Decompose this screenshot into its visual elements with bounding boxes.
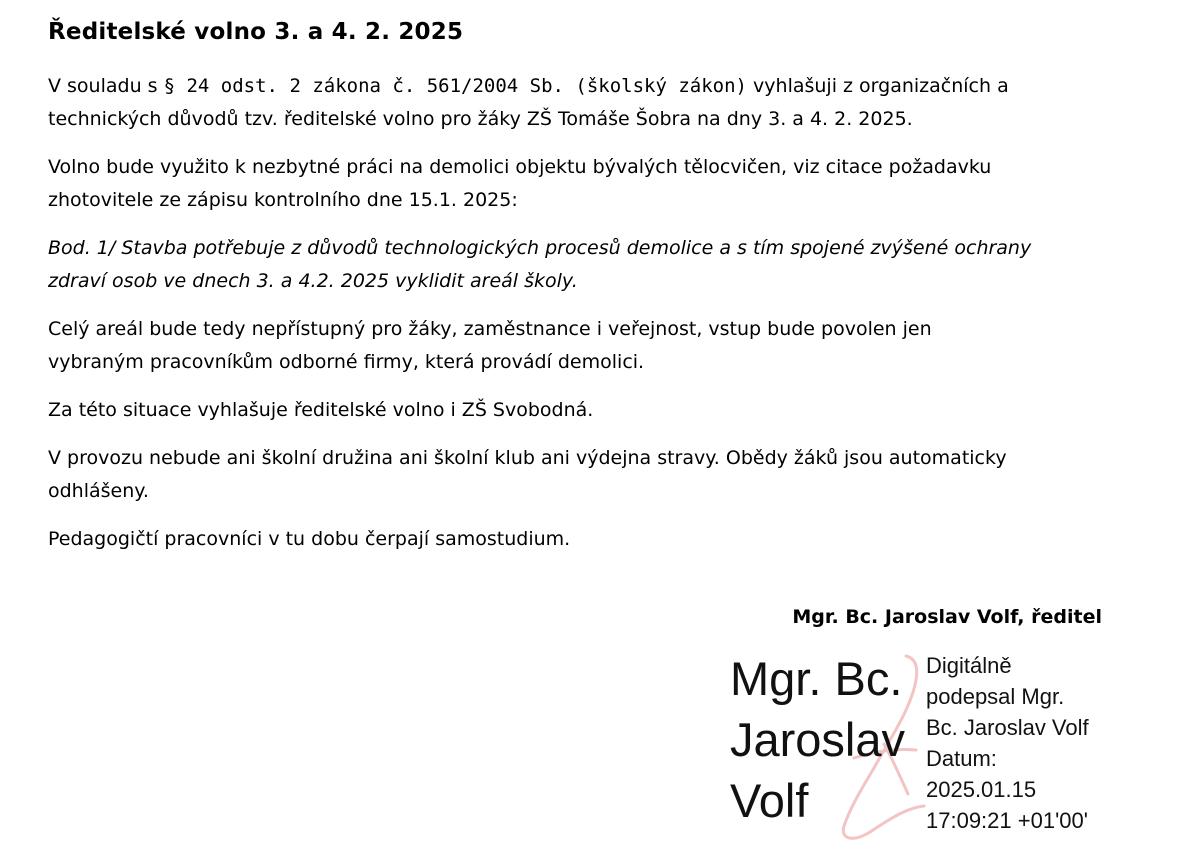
paragraph-reason-line2: zhotovitele ze zápisu kontrolního dne 15.1. 2025: [48,189,518,211]
signer-name: Mgr. Bc. Jaroslav Volf, ředitel [792,606,1102,628]
paragraph-services-line2: odhlášeny. [48,480,149,502]
paragraph-staff: Pedagogičtí pracovníci v tu dobu čerpají samostudium. [48,528,571,550]
paragraph-other-school: Za této situace vyhlašuje ředitelské volno i ZŠ Svobodná. [48,399,594,421]
paragraph-legal-basis-line1-end: vyhlašuji z organizačních a [747,75,1009,97]
signature-name-line: Volf [730,774,809,827]
signature-name-line: Jaroslav [730,713,906,766]
document-title: Ředitelské volno 3. a 4. 2. 2025 [48,19,464,45]
signature-name-line: Mgr. Bc. [730,652,903,705]
paragraph-reason [48,151,1168,217]
paragraph-legal-basis-line2: technických důvodů tzv. ředitelské volno pro žáky ZŠ Tomáše Šobra na dny 3. a 4. 2. 2025. [48,108,913,130]
signature-detail-line: Digitálně [926,653,1012,678]
paragraph-services-line1: V provozu nebude ani školní družina ani školní klub ani výdejna stravy. Obědy žáků jsou automaticky [48,447,1007,469]
paragraph-access-line1: Celý areál bude tedy nepřístupný pro žáky, zaměstnance i veřejnost, vstup bude povolen jen [48,318,932,340]
signature-detail-line: Bc. Jaroslav Volf [926,715,1089,740]
signature-time: 17:09:21 +01'00' [926,808,1088,833]
document-page [48,14,1168,556]
signature-detail-line: podepsal Mgr. [926,684,1065,709]
paragraph-access-line2: vybraným pracovníkům odborné firmy, která provádí demolici. [48,351,645,373]
signature-date: 2025.01.15 [926,777,1037,802]
paragraph-legal-basis [48,70,1168,136]
contractor-quote [48,232,1168,298]
paragraph-legal-basis-intro: V souladu s [48,75,164,97]
law-reference: § 24 odst. 2 zákona č. 561/2004 Sb. (školský zákon) [163,75,747,97]
paragraph-services [48,442,1168,508]
contractor-quote-line1: Bod. 1/ Stavba potřebuje z důvodů technologických procesů demolice a s tím spojené zvýšené ochrany [48,237,1032,259]
signature-name [730,648,905,831]
signature-details [926,650,1089,836]
paragraph-reason-line1: Volno bude využito k nezbytné práci na demolici objektu bývalých tělocvičen, viz citace požadavku [48,156,992,178]
contractor-quote-line2: zdraví osob ve dnech 3. a 4.2. 2025 vyklidit areál školy. [48,270,578,292]
signature-detail-line: Datum: [926,746,997,771]
digital-signature [728,648,1148,848]
paragraph-access [48,313,1168,379]
